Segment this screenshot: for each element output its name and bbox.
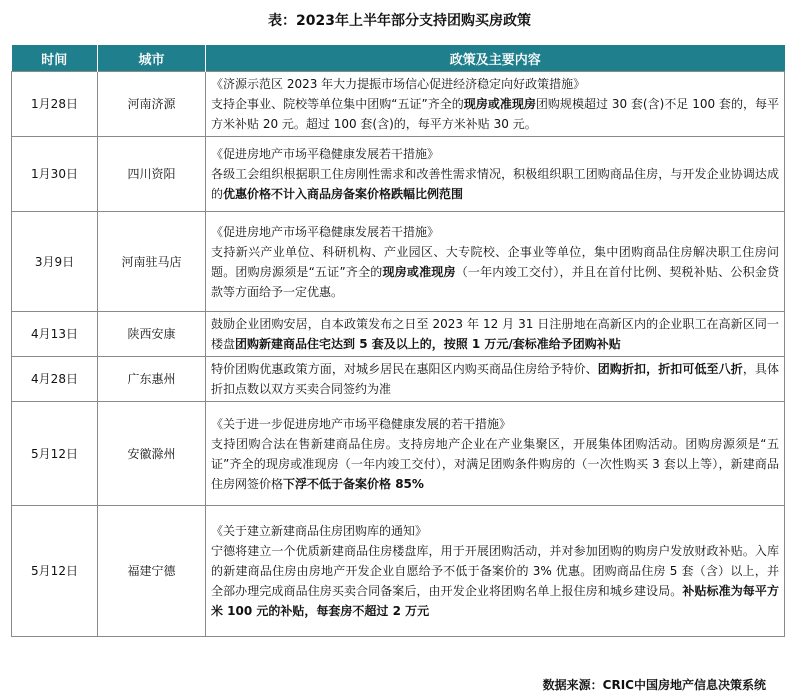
row-policy (206, 72, 785, 137)
policy-text: 《促进房地产市场平稳健康发展若干措施》 (211, 147, 440, 161)
row-policy (206, 212, 785, 312)
row-time: 4月28日 (12, 357, 98, 402)
policy-text: 宁德将建立一个优质新建商品住房楼盘库，用于开展团购活动，并对参加团购的购房户发放财政补贴。入库的新建商品住房由房地产开发企业自愿给予不低于备案价的 3% 优惠。团购商品住房 5 套（含）以上，并全部办理完成商品住房买卖合同备案后，由开发企业将团购名单上报住房和城乡建设局。 (211, 544, 779, 598)
policy-table (11, 45, 785, 637)
row-time: 1月30日 (12, 137, 98, 212)
policy-text: 《关于进一步促进房地产市场平稳健康发展的若干措施》 (211, 416, 512, 431)
policy-text: 《济源示范区 2023 年大力提振市场信心促进经济稳定向好政策措施》 (211, 77, 586, 91)
policy-text: 《促进房地产市场平稳健康发展若干措施》 (211, 224, 440, 239)
table-row (12, 506, 785, 637)
header-policy: 政策及主要内容 (206, 45, 785, 72)
policy-text: 支持团购合法在售新建商品住房。支持房地产企业在产业集聚区，开展集体团购活动。团购房源须是“五证”齐全的现房或准现房（一年内竣工交付），对满足团购条件购房的（一次性购买 3 套以上等），新建商品住房网签价格 (211, 436, 779, 491)
table-row (12, 72, 785, 137)
policy-text: 支持新兴产业单位、科研机构、产业园区、大专院校、企事业等单位，集中团购商品住房解决职工住房问题。团购房源须是“五证”齐全的 (211, 244, 779, 279)
policy-text: ，具体折扣点数以双方买卖合同签约为准 (211, 362, 779, 396)
row-time: 3月9日 (12, 212, 98, 312)
header-row (12, 45, 785, 72)
table-row (12, 212, 785, 312)
policy-text: （一年内竣工交付），并且在首付比例、契税补贴、公积金贷款等方面给予一定优惠。 (211, 264, 779, 299)
row-time: 5月12日 (12, 506, 98, 637)
table-row (12, 137, 785, 212)
policy-highlight-text: 现房或准现房 (382, 264, 456, 279)
policy-text: 各级工会组织根据职工住房刚性需求和改善性需求情况，积极组织职工团购商品住房，与开发企业协调达成的 (211, 167, 779, 201)
policy-highlight-text: 下浮不低于备案价格 85% (283, 476, 424, 491)
policy-highlight-text: 团购新建商品住宅达到 5 套及以上的，按照 1 万元/套标准给予团购补贴 (235, 337, 621, 351)
row-city: 陕西安康 (98, 312, 206, 357)
policy-highlight-text: 优惠价格不计入商品房备案价格跌幅比例范围 (223, 187, 464, 201)
row-policy (206, 312, 785, 357)
row-city: 四川资阳 (98, 137, 206, 212)
row-policy (206, 137, 785, 212)
table-title: 表：2023年上半年部分支持团购买房政策 (268, 13, 531, 29)
row-city: 安徽滁州 (98, 402, 206, 506)
table-row (12, 312, 785, 357)
policy-highlight-text: 补贴标准为每平方米 100 元的补贴，每套房不超过 2 万元 (211, 584, 779, 618)
row-policy (206, 402, 785, 506)
policy-highlight-text: 现房或准现房 (463, 97, 536, 111)
header-city: 城市 (98, 45, 206, 72)
table-row (12, 402, 785, 506)
policy-highlight-text: 团购折扣，折扣可低至八折 (597, 362, 743, 376)
table-row (12, 357, 785, 402)
policy-text: 鼓励企业团购安居，自本政策发布之日至 2023 年 12 月 31 日注册地在高新区内的企业职工在高新区同一楼盘 (211, 317, 779, 351)
row-city: 河南济源 (98, 72, 206, 137)
row-city: 河南驻马店 (98, 212, 206, 312)
row-city: 福建宁德 (98, 506, 206, 637)
row-city: 广东惠州 (98, 357, 206, 402)
table-body (12, 72, 785, 637)
row-time: 4月13日 (12, 312, 98, 357)
row-time: 5月12日 (12, 402, 98, 506)
data-source: 数据来源：CRIC中国房地产信息决策系统 (542, 678, 766, 692)
policy-text: 支持企事业、院校等单位集中团购“五证”齐全的 (211, 97, 464, 111)
row-policy (206, 506, 785, 637)
policy-text: 特价团购优惠政策方面，对城乡居民在惠阳区内购买商品住房给予特价、 (211, 362, 598, 376)
header-time: 时间 (12, 45, 98, 72)
row-time: 1月28日 (12, 72, 98, 137)
policy-text: 团购规模超过 30 套(含)不足 100 套的，每平方米补贴 20 元。超过 100 套(含)的，每平方米补贴 30 元。 (211, 97, 779, 131)
row-policy (206, 357, 785, 402)
policy-text: 《关于建立新建商品住房团购库的通知》 (211, 524, 428, 538)
